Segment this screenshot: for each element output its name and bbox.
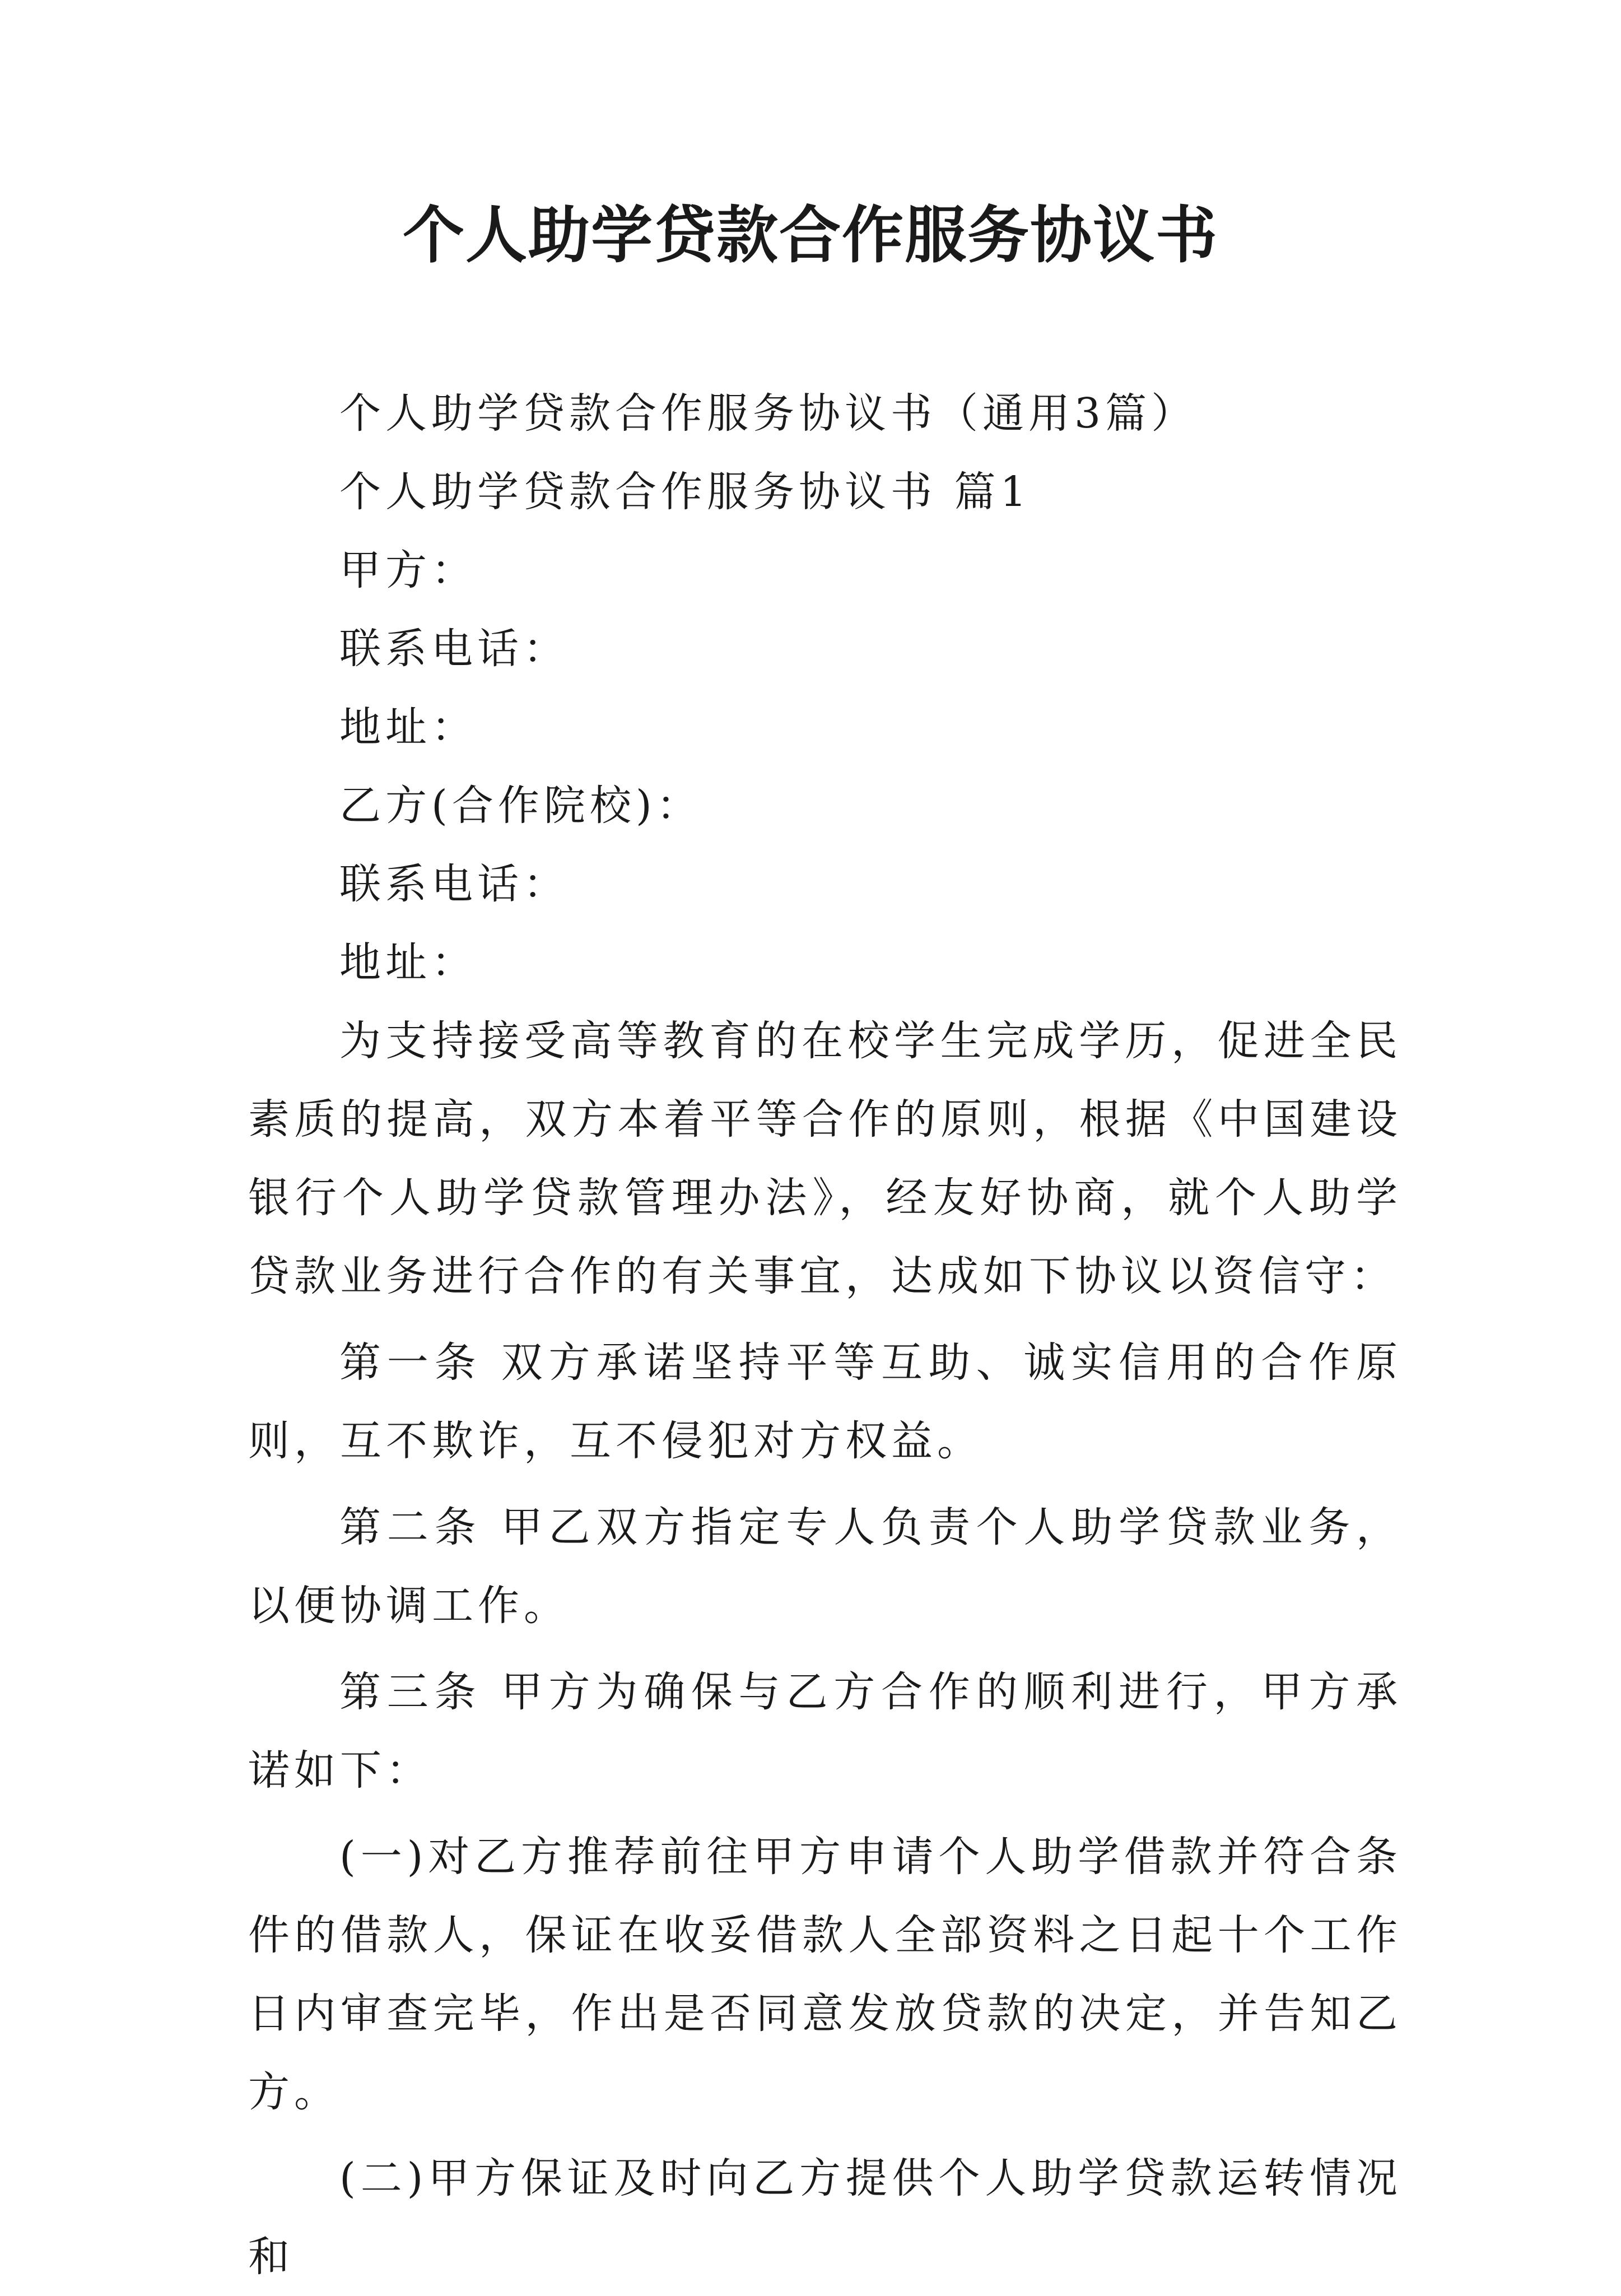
party-a-label: 甲方： [339,546,477,594]
party-a-phone-label: 联系电话： [339,625,569,673]
clause-2-paragraph: (二)甲方保证及时向乙方提供个人助学贷款运转情况和 [248,2154,1402,2281]
intro-paragraph: 为支持接受高等教育的在校学生完成学历，促进全民素质的提高，双方本着平等合作的原则，根据《中国建设银行个人助学贷款管理办法》，经友好协商，就个人助学贷款业务进行合作的有关事宜，达成如下协议以资信守： [248,1017,1402,1300]
article-2-paragraph: 第二条 甲乙双方指定专人负责个人助学贷款业务，以便协调工作。 [248,1503,1402,1630]
document-title: 个人助学贷款合作服务协议书 [403,199,1218,271]
party-b-label: 乙方(合作院校)： [339,782,702,830]
section-heading: 个人助学贷款合作服务协议书 篇1 [339,468,1031,516]
article-1-paragraph: 第一条 双方承诺坚持平等互助、诚实信用的合作原则，互不欺诈，互不侵犯对方权益。 [248,1338,1402,1465]
article-3-paragraph: 第三条 甲方为确保与乙方合作的顺利进行，甲方承诺如下： [248,1668,1402,1795]
party-a-address-label: 地址： [339,703,477,751]
party-b-phone-label: 联系电话： [339,860,569,908]
party-b-address-label: 地址： [339,938,477,987]
clause-1-paragraph: (一)对乙方推荐前往甲方申请个人助学借款并符合条件的借款人，保证在收妥借款人全部资料之日起十个工作日内审查完毕，作出是否同意发放贷款的决定，并告知乙方。 [248,1833,1402,2116]
document-body [248,374,1402,2296]
document-subtitle: 个人助学贷款合作服务协议书（通用3篇） [339,389,1198,438]
